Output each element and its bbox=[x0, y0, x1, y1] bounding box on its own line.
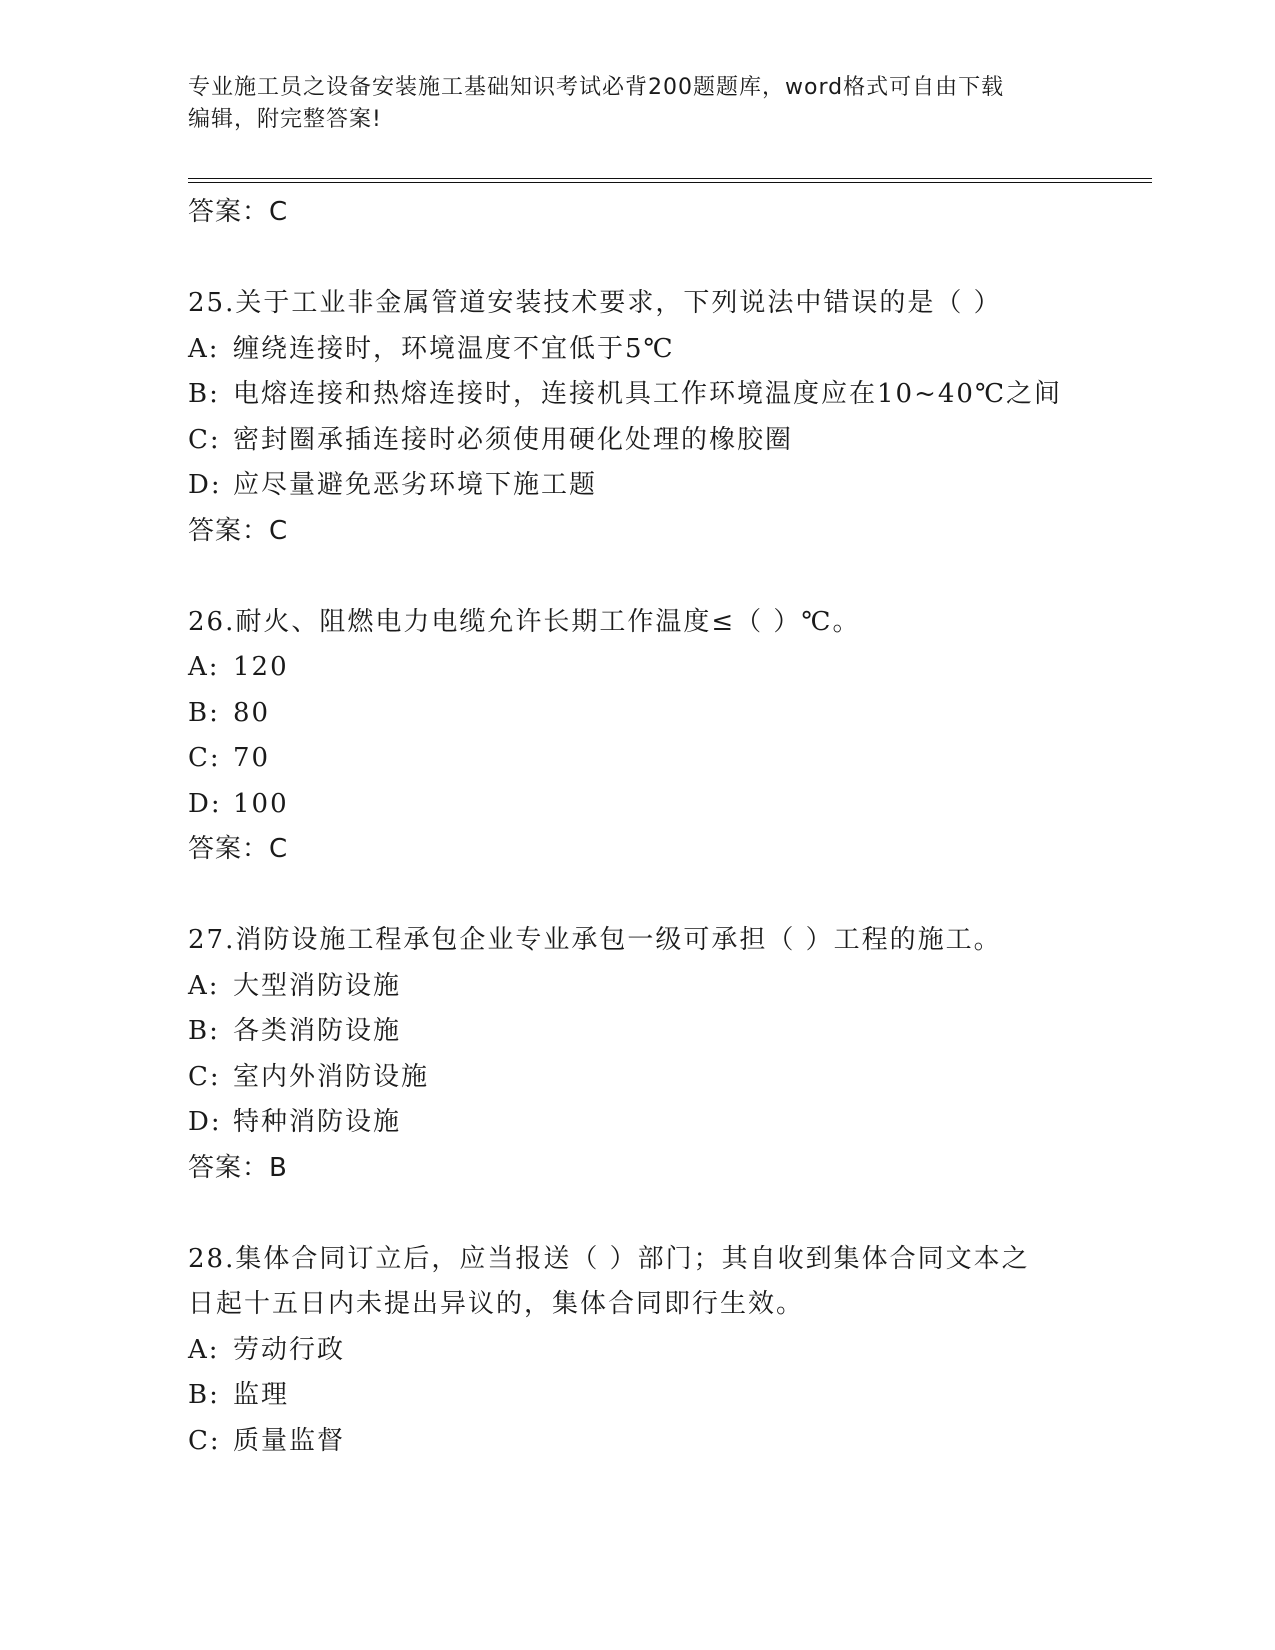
header-divider bbox=[188, 178, 1152, 179]
option-text: 应尽量避免恶劣环境下施工题 bbox=[233, 470, 598, 500]
option-text: 缠绕连接时，环境温度不宜低于5℃ bbox=[233, 333, 675, 364]
option-key: B: bbox=[188, 1016, 220, 1046]
option-text: 特种消防设施 bbox=[233, 1107, 402, 1137]
option-text: 密封圈承插连接时必须使用硬化处理的橡胶圈 bbox=[233, 424, 794, 455]
option-key: C: bbox=[188, 743, 221, 773]
option-key: A: bbox=[188, 652, 220, 682]
spacer bbox=[188, 236, 1152, 282]
option-d bbox=[188, 782, 1152, 828]
option-text: 各类消防设施 bbox=[233, 1016, 402, 1046]
header-divider-double bbox=[188, 182, 1152, 183]
question-stem: 28.集体合同订立后，应当报送（ ）部门；其自收到集体合同文本之 bbox=[188, 1243, 1030, 1274]
option-key: D: bbox=[188, 1107, 222, 1137]
question-stem-continued: 日起十五日内未提出异议的，集体合同即行生效。 bbox=[188, 1289, 805, 1319]
question-stem: 27.消防设施工程承包企业专业承包一级可承担（ ）工程的施工。 bbox=[188, 925, 1002, 955]
option-text: 大型消防设施 bbox=[233, 970, 402, 1001]
question-block bbox=[188, 918, 1152, 1191]
spacer bbox=[188, 554, 1152, 600]
option-key: C: bbox=[188, 1425, 221, 1456]
header-line-1: 专业施工员之设备安装施工基础知识考试必背200题题库，word格式可自由下载 bbox=[188, 75, 1005, 100]
option-text: 劳动行政 bbox=[233, 1334, 346, 1365]
question-block bbox=[188, 600, 1152, 873]
option-a bbox=[188, 964, 1152, 1010]
option-key: A: bbox=[188, 1334, 220, 1365]
option-text: 室内外消防设施 bbox=[233, 1061, 430, 1092]
option-key: B: bbox=[188, 1380, 220, 1410]
option-text: 质量监督 bbox=[233, 1425, 346, 1456]
question-block bbox=[188, 281, 1152, 554]
option-b bbox=[188, 691, 1152, 737]
option-text: 监理 bbox=[233, 1380, 290, 1410]
option-c bbox=[188, 418, 1152, 464]
option-key: C: bbox=[188, 1061, 221, 1092]
option-text: 电熔连接和热熔连接时，连接机具工作环境温度应在10~40℃之间 bbox=[233, 379, 1063, 409]
option-c bbox=[188, 1419, 1152, 1465]
option-text: 70 bbox=[233, 743, 271, 773]
spacer bbox=[188, 1191, 1152, 1237]
answer-line: 答案：B bbox=[188, 1152, 288, 1183]
option-d bbox=[188, 463, 1152, 509]
option-key: D: bbox=[188, 788, 222, 819]
option-b bbox=[188, 1009, 1152, 1055]
option-d bbox=[188, 1100, 1152, 1146]
spacer bbox=[188, 873, 1152, 919]
question-list bbox=[188, 190, 1152, 1464]
option-key: D: bbox=[188, 470, 222, 500]
option-c bbox=[188, 736, 1152, 782]
answer-line: 答案：C bbox=[188, 515, 289, 546]
header-line-2: 编辑，附完整答案! bbox=[188, 107, 382, 132]
option-c bbox=[188, 1055, 1152, 1101]
question-stem: 25.关于工业非金属管道安装技术要求，下列说法中错误的是（ ） bbox=[188, 288, 1002, 318]
option-b bbox=[188, 1373, 1152, 1419]
option-key: B: bbox=[188, 697, 220, 728]
question-stem: 26.耐火、阻燃电力电缆允许长期工作温度≤（ ）℃。 bbox=[188, 606, 861, 637]
answer-line: 答案：C bbox=[188, 834, 289, 864]
document-header bbox=[188, 72, 1088, 136]
option-key: A: bbox=[188, 333, 220, 364]
answer-line: 答案：C bbox=[188, 197, 289, 227]
question-block bbox=[188, 1237, 1152, 1465]
option-a bbox=[188, 1328, 1152, 1374]
option-b bbox=[188, 372, 1152, 418]
option-key: C: bbox=[188, 424, 221, 455]
option-a bbox=[188, 645, 1152, 691]
option-key: B: bbox=[188, 379, 220, 409]
option-key: A: bbox=[188, 970, 220, 1001]
option-text: 100 bbox=[233, 788, 289, 819]
option-text: 80 bbox=[233, 697, 271, 728]
option-a bbox=[188, 327, 1152, 373]
option-text: 120 bbox=[233, 652, 289, 682]
